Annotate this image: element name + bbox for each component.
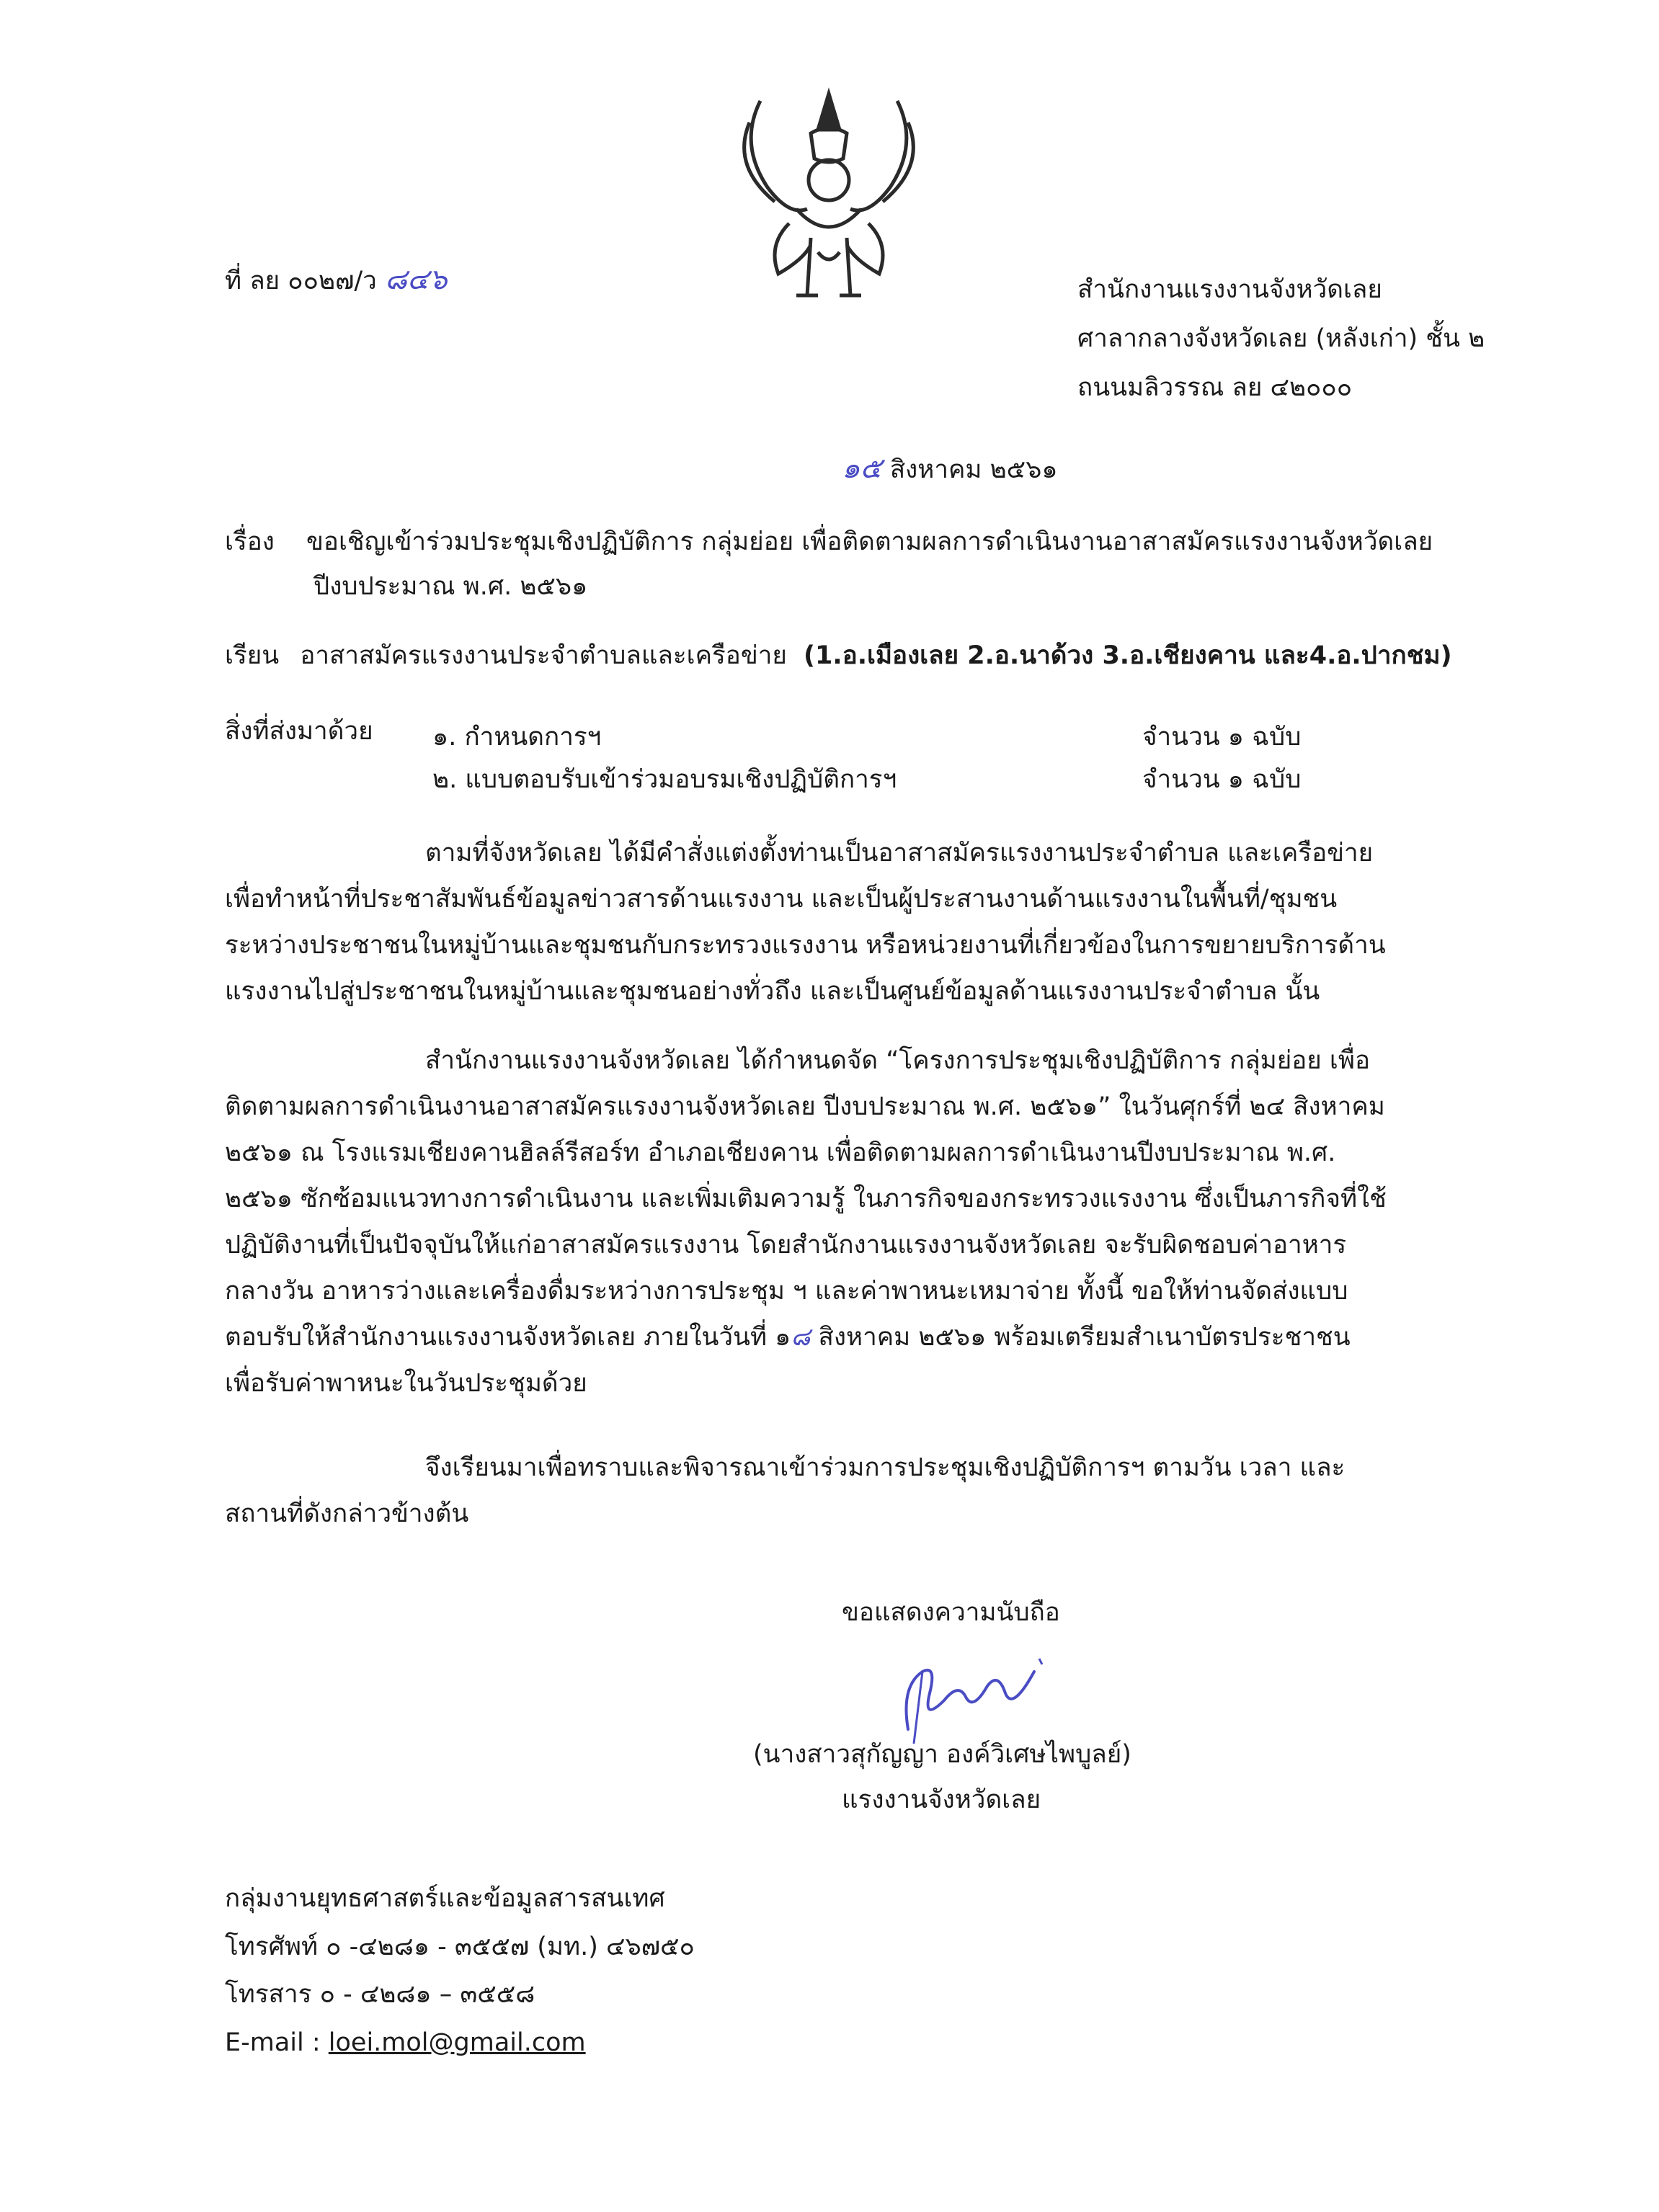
footer-email-link[interactable]: loei.mol@gmail.com [328, 2028, 586, 2057]
p2-line: ๒๕๖๑ ซักซ้อมแนวทางการดำเนินงาน และเพิ่มเติมความรู้ ในภารกิจของกระทรวงแรงงาน ซึ่งเป็นภารกิจที่ใช้ [225, 1185, 1387, 1213]
signatory-name: (นางสาวสุกัญญา องค์วิเศษไพบูลย์) [753, 1740, 1131, 1769]
p3-line: สถานที่ดังกล่าวข้างต้น [225, 1499, 469, 1528]
sender-address-line-1: สำนักงานแรงงานจังหวัดเลย [1077, 275, 1382, 304]
recipient-label: เรียน [225, 641, 280, 670]
p1-line: แรงงานไปสู่ประชาชนในหมู่บ้านและชุมชนอย่างทั่วถึง และเป็นศูนย์ข้อมูลด้านแรงงานประจำตำบล นั้น [225, 977, 1320, 1006]
p2-line: ๒๕๖๑ ณ โรงแรมเชียงคานฮิลล์รีสอร์ท อำเภอเชียงคาน เพื่อติดตามผลการดำเนินงานปีงบประมาณ พ.ศ. [225, 1138, 1336, 1167]
p2-line-7-after: สิงหาคม ๒๕๖๑ พร้อมเตรียมสำเนาบัตรประชาชน [810, 1323, 1351, 1352]
garuda-emblem-icon [710, 79, 948, 317]
footer-fax: โทรสาร ๐ - ๔๒๘๑ – ๓๕๕๘ [225, 1980, 535, 2009]
recipient-text: อาสาสมัครแรงงานประจำตำบลและเครือข่าย [300, 641, 787, 670]
p2-line-7-before: ตอบรับให้สำนักงานแรงงานจังหวัดเลย ภายในวันที่ ๑ [225, 1323, 791, 1352]
p2-line: ปฏิบัติงานที่เป็นปัจจุบันให้แก่อาสาสมัครแรงงาน โดยสำนักงานแรงงานจังหวัดเลย จะรับผิดชอบค่าอาหาร [225, 1231, 1347, 1259]
sender-address-line-3: ถนนมลิวรรณ ลย ๔๒๐๐๐ [1077, 373, 1353, 402]
p2-line: ติดตามผลการดำเนินงานอาสาสมัครแรงงานจังหวัดเลย ปีงบประมาณ พ.ศ. ๒๕๖๑” ในวันศุกร์ที่ ๒๔ สิงหาคม [225, 1092, 1385, 1121]
footer-email-line [225, 2021, 586, 2064]
p1-line: เพื่อทำหน้าที่ประชาสัมพันธ์ข้อมูลข่าวสารด้านแรงงาน และเป็นผู้ประสานงานด้านแรงงานในพื้นที่/ชุมชน [225, 885, 1338, 914]
p2-line: สำนักงานแรงงานจังหวัดเลย ได้กำหนดจัด “โครงการประชุมเชิงปฏิบัติการ กลุ่มย่อย เพื่อ [425, 1046, 1370, 1075]
p2-line: กลางวัน อาหารว่างและเครื่องดื่มระหว่างการประชุม ฯ และค่าพาหนะเหมาจ่าย ทั้งนี้ ขอให้ท่านจัดส่งแบบ [225, 1277, 1348, 1306]
recipient-line [225, 634, 1452, 677]
footer-email-label: E-mail : [225, 2028, 329, 2057]
closing-regards: ขอแสดงความนับถือ [842, 1598, 1060, 1627]
footer-department: กลุ่มงานยุทธศาสตร์และข้อมูลสารสนเทศ [225, 1884, 665, 1913]
subject-label: เรื่อง [225, 527, 275, 556]
signatory-position: แรงงานจังหวัดเลย [842, 1785, 1041, 1814]
enclosure-item-2: ๒. แบบตอบรับเข้าร่วมอบรมเชิงปฏิบัติการฯ [432, 765, 897, 794]
body-paragraph-3 [225, 1445, 1508, 1537]
letter-date [842, 447, 1058, 491]
p2-line-7 [225, 1314, 1508, 1360]
enclosure-item-1: ๑. กำหนดการฯ [432, 723, 602, 752]
p3-line: จึงเรียนมาเพื่อทราบและพิจารณาเข้าร่วมการประชุมเชิงปฏิบัติการฯ ตามวัน เวลา และ [425, 1453, 1346, 1482]
enclosure-item-2-qty: จำนวน ๑ ฉบับ [1142, 765, 1302, 794]
enclosure-item-1-qty: จำนวน ๑ ฉบับ [1142, 723, 1302, 752]
p2-line-8: เพื่อรับค่าพาหนะในวันประชุมด้วย [225, 1369, 587, 1398]
reference-number [225, 258, 448, 303]
recipient-districts: (1.อ.เมืองเลย 2.อ.นาด้วง 3.อ.เชียงคาน และ4.อ.ปากชม) [804, 641, 1452, 670]
body-paragraph-1 [225, 830, 1508, 1014]
handwritten-date-day: ๑๕ [842, 452, 882, 485]
body-paragraph-2 [225, 1038, 1508, 1406]
date-month-year: สิงหาคม ๒๕๖๑ [889, 455, 1058, 484]
subject-line-2: ปีงบประมาณ พ.ศ. ๒๕๖๑ [313, 572, 588, 601]
subject-line-1: ขอเชิญเข้าร่วมประชุมเชิงปฏิบัติการ กลุ่มย่อย เพื่อติดตามผลการดำเนินงานอาสาสมัครแรงงานจังหวัดเลย [306, 527, 1433, 556]
reference-label: ที่ ลย ๐๐๒๗/ว [225, 267, 377, 295]
sender-address-line-2: ศาลากลางจังหวัดเลย (หลังเก่า) ชั้น ๒ [1077, 324, 1485, 353]
p1-line: ตามที่จังหวัดเลย ได้มีคำสั่งแต่งตั้งท่านเป็นอาสาสมัครแรงงานประจำตำบล และเครือข่าย [425, 839, 1374, 868]
handwritten-reference-no: ๘๔๖ [384, 263, 448, 296]
enclosures-label: สิ่งที่ส่งมาด้วย [225, 717, 373, 746]
handwritten-deadline-digit: ๘ [791, 1323, 811, 1352]
p1-line: ระหว่างประชาชนในหมู่บ้านและชุมชนกับกระทรวงแรงงาน หรือหน่วยงานที่เกี่ยวข้องในการขยายบริการด้าน [225, 931, 1386, 960]
footer-phone: โทรศัพท์ ๐ -๔๒๘๑ - ๓๕๕๗ (มท.) ๔๖๗๕๐ [225, 1932, 695, 1961]
